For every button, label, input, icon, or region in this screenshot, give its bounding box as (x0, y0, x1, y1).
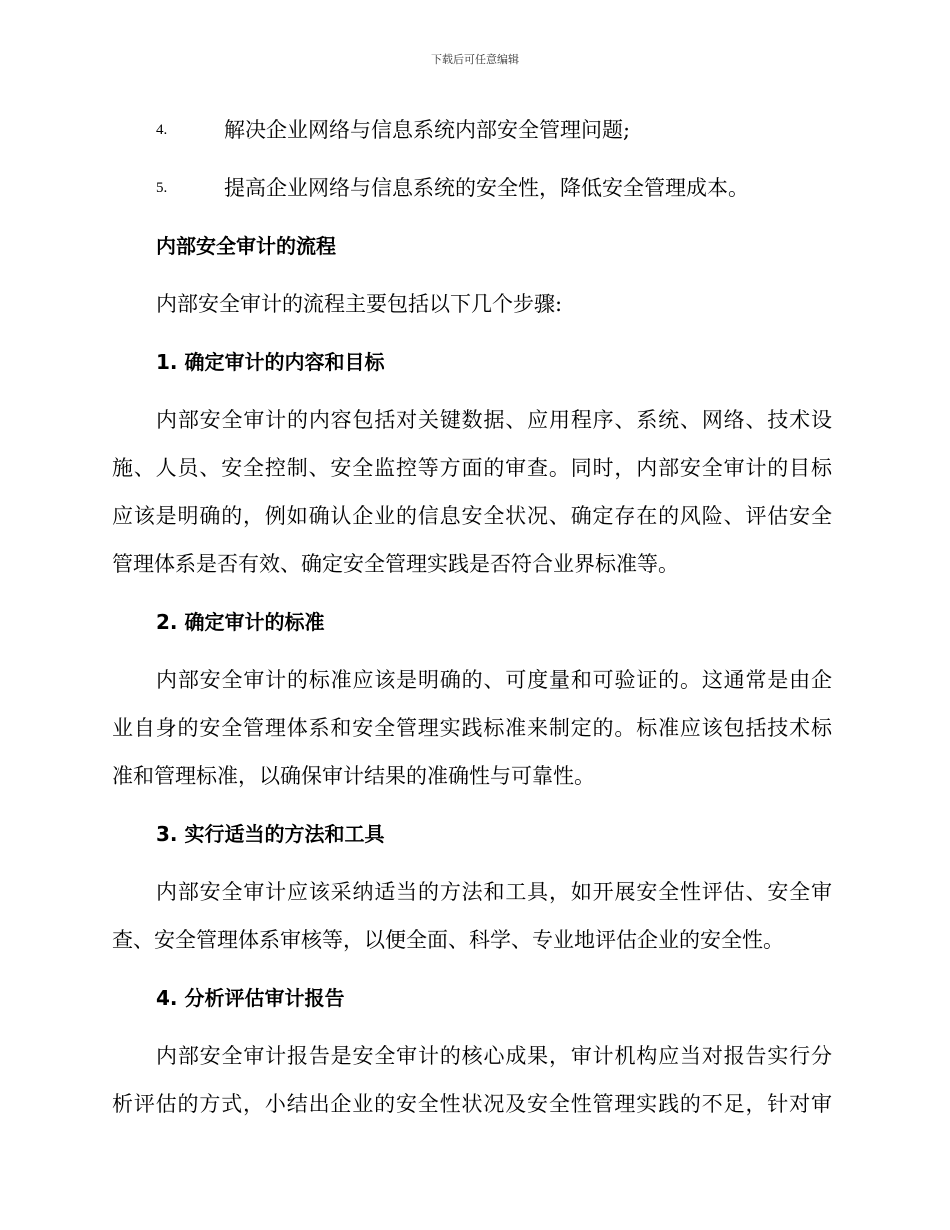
paragraph-line: 内部安全审计报告是安全审计的核心成果，审计机构应当对报告实行分 (156, 1044, 832, 1068)
paragraph-line: 施、人员、安全控制、安全监控等方面的审查。同时，内部安全审计的目标 (112, 456, 832, 480)
list-text: 解决企业网络与信息系统内部安全管理问题; (224, 118, 631, 142)
section-intro: 内部安全审计的流程主要包括以下几个步骤: (156, 292, 563, 316)
page-header-note: 下载后可任意编辑 (431, 53, 519, 66)
list-number: 4. (156, 122, 168, 138)
list-text: 提高企业网络与信息系统的安全性，降低安全管理成本。 (224, 176, 749, 200)
paragraph-line: 析评估的方式，小结出企业的安全性状况及安全性管理实践的不足，针对审 (112, 1092, 832, 1116)
list-item (112, 164, 832, 222)
paragraph-line: 业自身的安全管理体系和安全管理实践标准来制定的。标准应该包括技术标 (112, 716, 832, 740)
step-paragraph (112, 656, 832, 800)
paragraph-line: 内部安全审计的内容包括对关键数据、应用程序、系统、网络、技术设 (156, 408, 832, 432)
paragraph-line: 查、安全管理体系审核等，以便全面、科学、专业地评估企业的安全性。 (112, 928, 784, 952)
document-body (112, 106, 832, 1138)
list-item (112, 106, 832, 164)
paragraph-line: 应该是明确的，例如确认企业的信息安全状况、确定存在的风险、评估安全 (112, 504, 832, 528)
paragraph-line: 准和管理标准，以确保审计结果的准确性与可靠性。 (112, 764, 595, 788)
step-heading: 1. 确定审计的内容和目标 (156, 350, 385, 374)
step-heading: 3. 实行适当的方法和工具 (156, 822, 385, 846)
paragraph-line: 管理体系是否有效、确定安全管理实践是否符合业界标准等。 (112, 552, 679, 576)
step-paragraph (112, 1032, 832, 1128)
step-heading: 2. 确定审计的标准 (156, 610, 325, 634)
section-title: 内部安全审计的流程 (156, 234, 336, 258)
step-paragraph (112, 868, 832, 964)
step-heading: 4. 分析评估审计报告 (156, 986, 345, 1010)
step-paragraph (112, 396, 832, 588)
paragraph-line: 内部安全审计应该采纳适当的方法和工具，如开展安全性评估、安全审 (156, 880, 832, 904)
paragraph-line: 内部安全审计的标准应该是明确的、可度量和可验证的。这通常是由企 (156, 668, 832, 692)
list-number: 5. (156, 180, 168, 196)
